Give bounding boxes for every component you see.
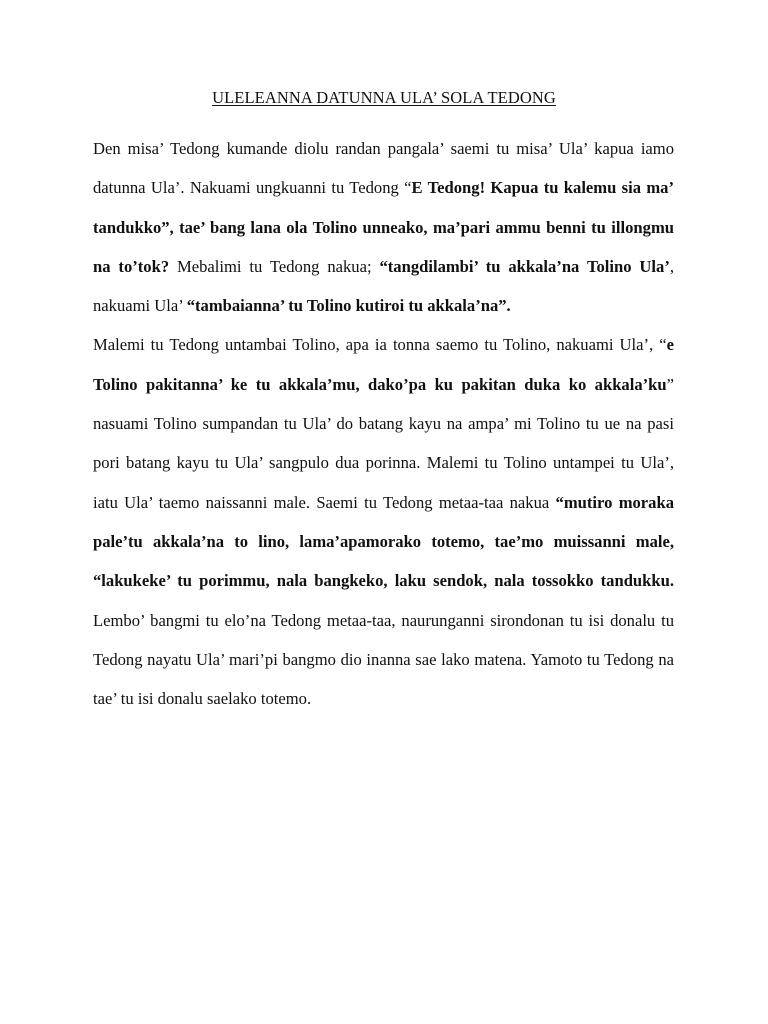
paragraph-2-run-2: e Tolino pakitanna’ ke tu akkala’mu, dako’pa ku pakitan duka ko akkala’ku <box>93 335 674 394</box>
paragraph-1-run-1: Den misa’ Tedong kumande diolu randan pangala’ saemi tu misa’ Ula’ kapua iamo datunna Ula’. Nakuami ungkuanni tu Tedong “ <box>93 139 674 198</box>
paragraph-2 <box>93 325 674 718</box>
paragraph-1-run-3: Mebalimi tu Tedong nakua; <box>169 256 380 276</box>
paragraph-2-run-3: ” nasuami Tolino sumpandan tu Ula’ do batang kayu na ampa’ mi Tolino tu ue na pasi pori batang kayu tu Ula’ sangpulo dua porinna. Malemi tu Tolino untampei tu Ula’, iatu Ula’ taemo naissanni male. Saemi tu Tedong metaa-taa nakua <box>93 374 674 512</box>
paragraph-1-run-5: , nakuami Ula’ <box>93 256 674 316</box>
paragraph-2-run-5: Lembo’ bangmi tu elo’na Tedong metaa-taa, naurunganni sirondonan tu isi donalu tu Tedong nayatu Ula’ mari’pi bangmo dio inanna sae lako matena. Yamoto tu Tedong na tae’ tu isi donalu saelako totemo. <box>93 610 674 709</box>
document-title: ULELEANNA DATUNNA ULA’ SOLA TEDONG <box>212 88 556 107</box>
paragraph-1 <box>93 129 674 325</box>
paragraph-1-run-2: E Tedong! Kapua tu kalemu sia ma’ tandukko”, tae’ bang lana ola Tolino unneako, ma’pari ammu benni tu illongmu na to’tok? <box>93 178 675 276</box>
paragraph-2-run-4: “mutiro moraka pale’tu akkala’na to lino, lama’apamorako totemo, tae’mo muissanni male, “lakukeke’ tu porimmu, nala bangkeko, laku sendok, nala tossokko tandukku. <box>93 492 674 591</box>
paragraph-1-run-6: “tambaianna’ tu Tolino kutiroi tu akkala’na”. <box>186 296 511 316</box>
document-body <box>93 129 674 718</box>
paragraph-1-run-4: “tangdilambi’ tu akkala’na Tolino Ula’ <box>379 256 670 276</box>
paragraph-2-run-1: Malemi tu Tedong untambai Tolino, apa ia tonna saemo tu Tolino, nakuami Ula’, “ <box>93 335 667 355</box>
